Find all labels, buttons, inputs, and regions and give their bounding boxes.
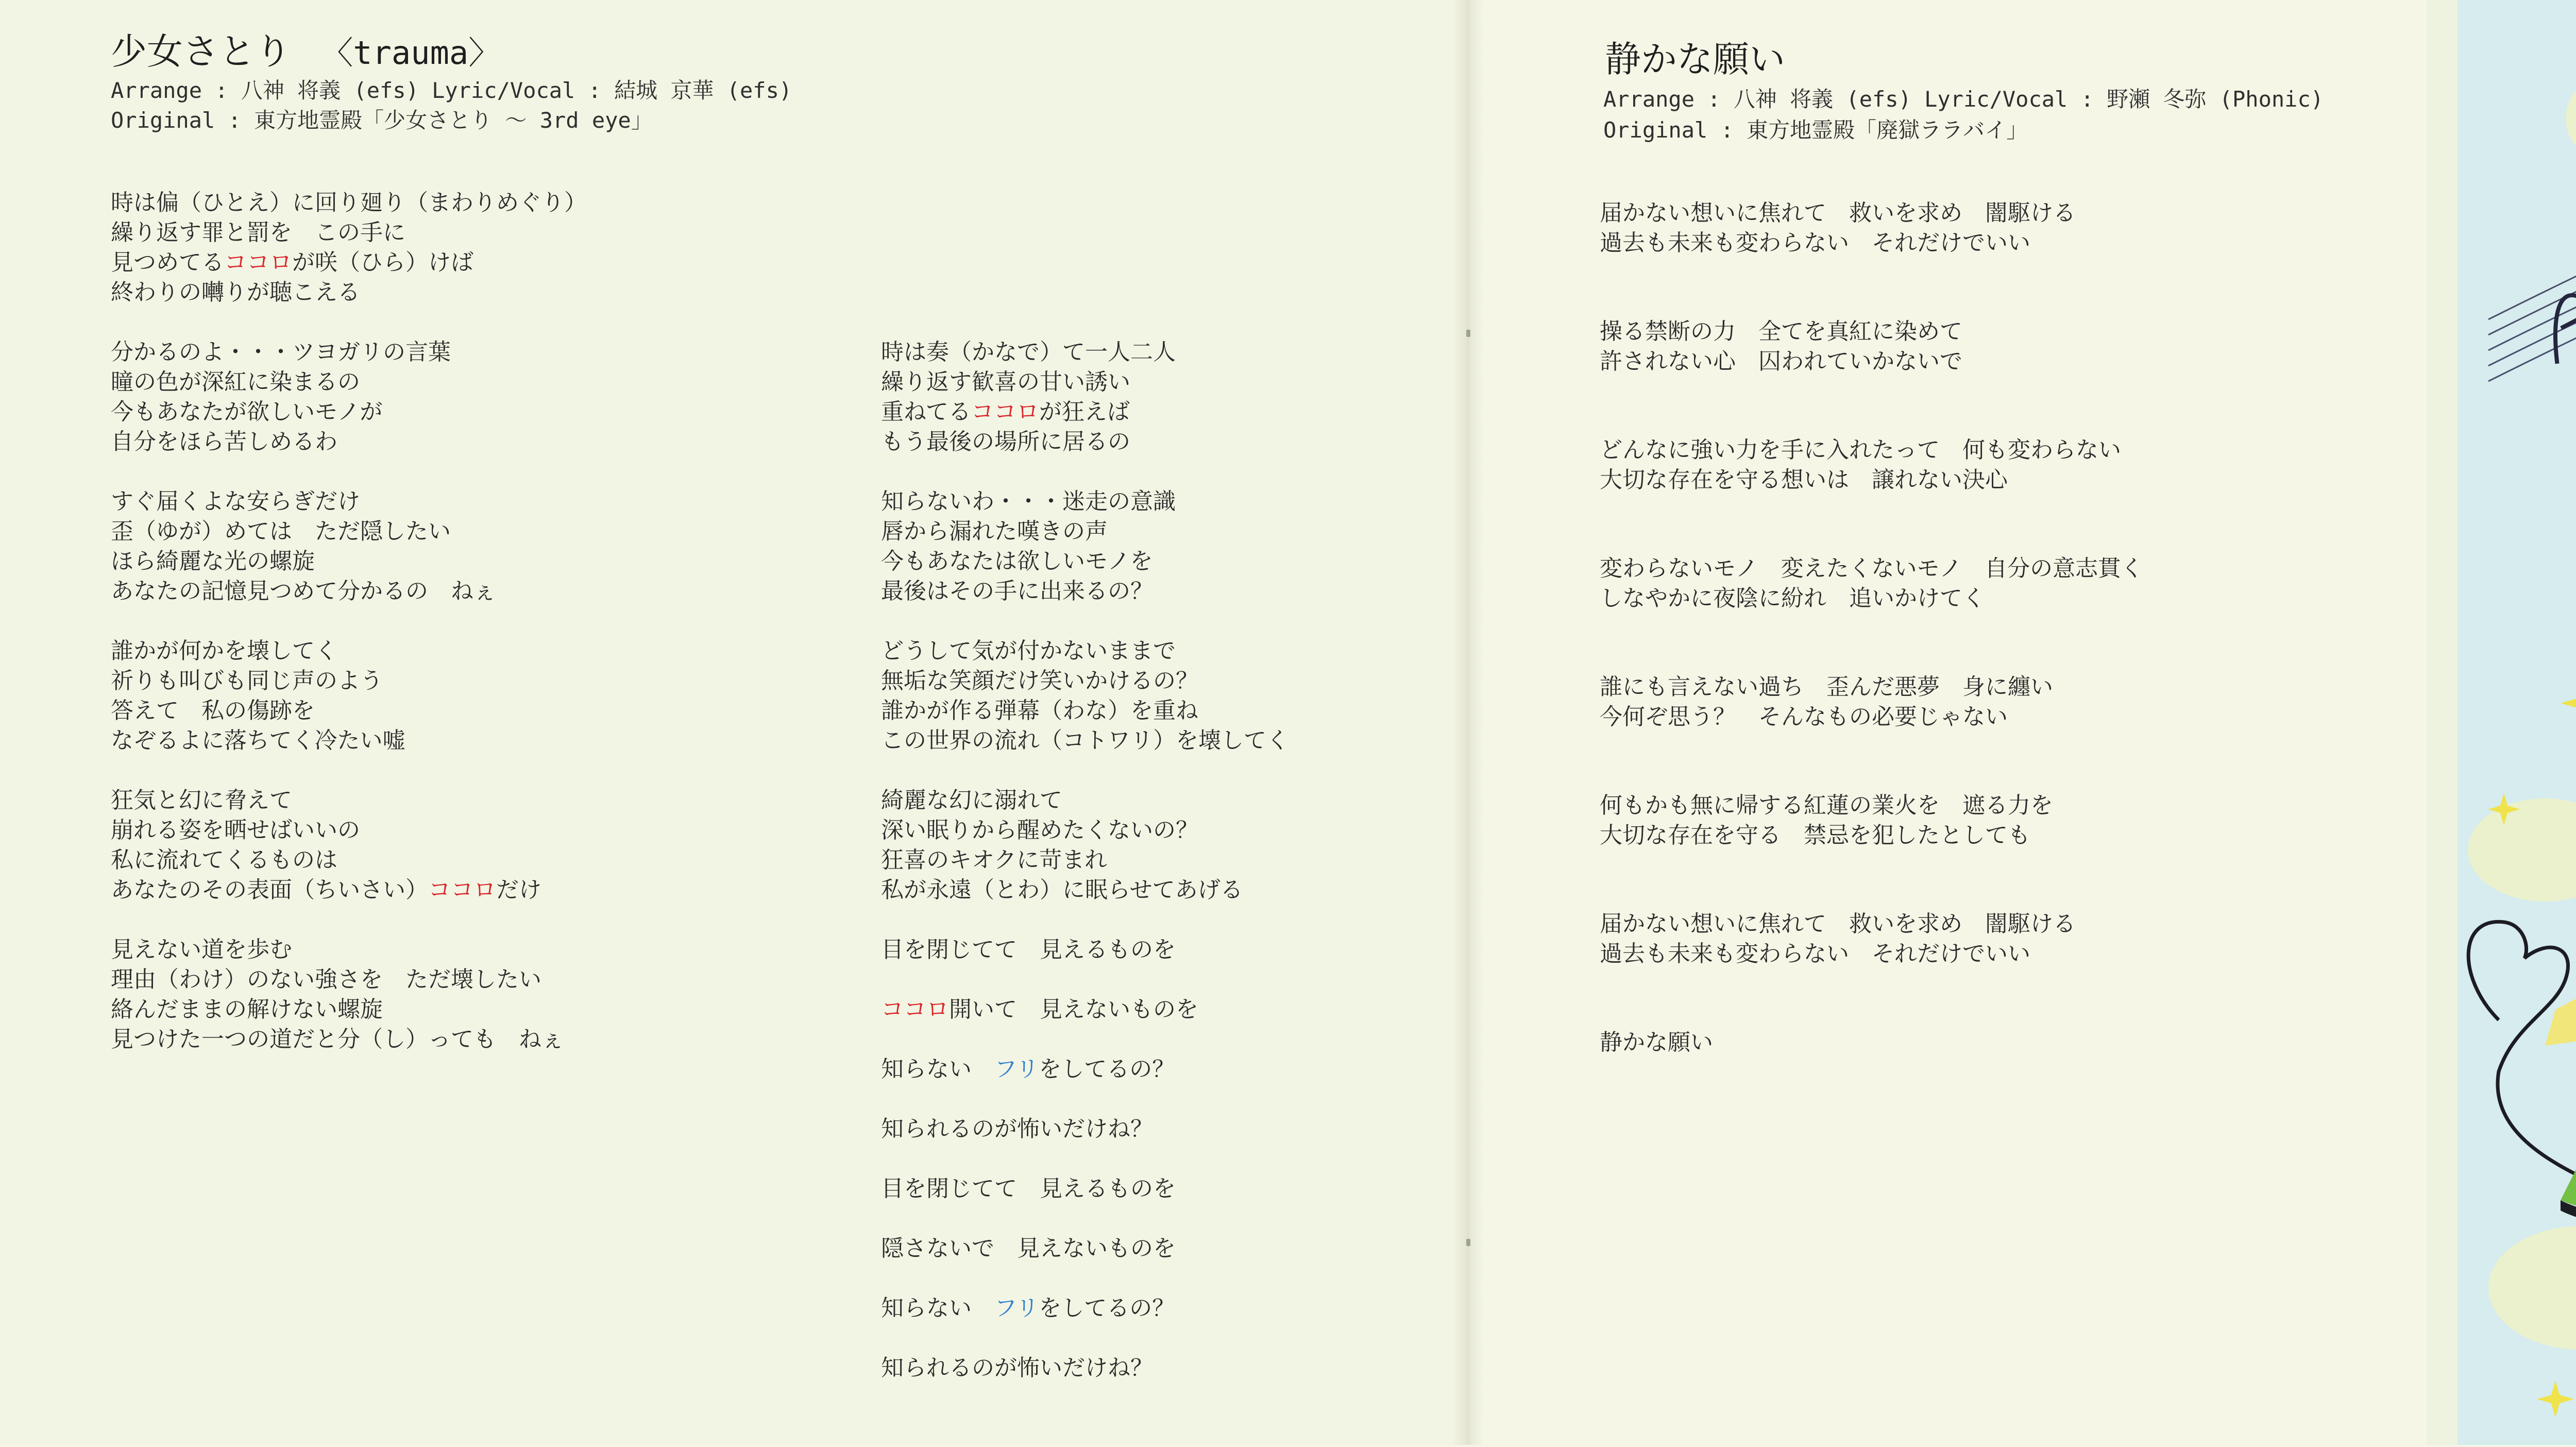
lyric-text: 知らない — [881, 1295, 994, 1321]
lyric-line: 大切な存在を守る想いは 譲れない決心 — [1600, 467, 2008, 493]
lyric-line — [881, 427, 1289, 457]
lyric-line: どんなに強い力を手に入れたって 何も変わらない — [1600, 437, 2121, 463]
lyric-line — [111, 815, 587, 845]
lyric-line — [111, 845, 587, 875]
left-song-arrange-credit: Arrange : 八神 将義 (efs) Lyric/Vocal : 結城 京華 (efs) — [111, 78, 792, 103]
lyric-text: すぐ届くよな安らぎだけ — [111, 488, 360, 515]
cover-art-illustration — [2427, 0, 2576, 1445]
lyric-stanza — [111, 935, 587, 1054]
lyric-line — [111, 487, 587, 517]
right-song-original-credit: Original : 東方地霊殿「廃獄ララバイ」 — [1603, 117, 2028, 143]
lyric-line — [881, 845, 1289, 875]
lyric-text: 重ねてる — [881, 399, 971, 425]
lyric-text: 分かるのよ・・・ツヨガリの言葉 — [111, 339, 451, 365]
lyric-stanza — [881, 1114, 1289, 1144]
lyric-stanza — [111, 337, 587, 457]
lyric-line — [881, 786, 1289, 815]
highlighted-word-red: ココロ — [881, 996, 949, 1023]
lyric-text: 知らない — [881, 1056, 994, 1082]
lyric-text: 狂気と幻に脅えて — [111, 787, 292, 813]
lyric-text: 隠さないで 見えないものを — [881, 1235, 1176, 1262]
lyric-stanza — [1600, 435, 2143, 495]
lyric-line — [111, 337, 587, 367]
lyric-line — [881, 487, 1289, 517]
lyric-text: 崩れる姿を晒せばいいの — [111, 817, 360, 843]
lyric-text: 終わりの囀りが聴こえる — [111, 279, 360, 305]
lyric-text: 今もあなたは欲しいモノを — [881, 548, 1153, 574]
lyric-line — [111, 636, 587, 666]
lyric-line — [111, 1025, 587, 1054]
lyric-stanza — [1600, 554, 2143, 614]
lyric-line — [111, 965, 587, 995]
lyric-text: 絡んだままの解けない螺旋 — [111, 996, 383, 1023]
lyric-text: 私が永遠（とわ）に眠らせてあげる — [881, 877, 1243, 903]
lyric-line — [881, 397, 1289, 427]
booklet-spine — [1453, 0, 1484, 1445]
lyric-text: 見つめてる — [111, 249, 224, 276]
lyric-stanza — [1600, 672, 2143, 732]
lyric-text: 知られるのが怖いだけね？ — [881, 1355, 1153, 1381]
lyric-text: 私に流れてくるものは — [111, 847, 337, 873]
lyric-line — [881, 337, 1289, 367]
lyric-text: 見えない道を歩む — [111, 937, 292, 963]
lyric-stanza — [881, 1234, 1289, 1264]
lyric-line — [111, 248, 587, 278]
lyric-line — [881, 517, 1289, 547]
highlighted-word-red: ココロ — [224, 249, 292, 276]
lyric-line — [881, 367, 1289, 397]
lyric-line — [881, 1353, 1289, 1383]
lyric-stanza — [1600, 791, 2143, 850]
lyric-line — [111, 935, 587, 965]
lyric-line: 操る禁断の力 全てを真紅に染めて — [1600, 318, 1962, 345]
lyric-line: 静かな願い — [1600, 1029, 1713, 1056]
lyric-stanza — [1600, 198, 2143, 258]
lyric-line — [881, 666, 1289, 696]
lyric-line — [111, 875, 587, 905]
lyric-text: だけ — [496, 877, 541, 903]
left-song-original-credit: Original : 東方地霊殿「少女さとり ～ 3rd eye」 — [111, 108, 653, 133]
lyric-line — [881, 1293, 1289, 1323]
highlighted-word-red: ココロ — [971, 399, 1039, 425]
lyric-line: 許されない心 囚われていかないで — [1600, 348, 1962, 374]
lyric-stanza — [111, 786, 587, 905]
lyric-stanza — [881, 935, 1289, 965]
lyric-line — [881, 875, 1289, 905]
lyric-line — [881, 1174, 1289, 1204]
lyric-line — [111, 995, 587, 1025]
lyric-line — [111, 367, 587, 397]
lyric-stanza — [111, 487, 587, 606]
lyric-line — [881, 1114, 1289, 1144]
lyric-stanza — [881, 1353, 1289, 1383]
spine-staple — [1466, 1239, 1470, 1246]
lyric-line — [881, 636, 1289, 666]
lyric-line — [881, 935, 1289, 965]
lyric-stanza — [1600, 1028, 2143, 1058]
lyric-text: あなたの記憶見つめて分かるの ねぇ — [111, 578, 496, 604]
lyric-line: 過去も未来も変わらない それだけでいい — [1600, 941, 2030, 967]
spine-staple — [1466, 330, 1470, 337]
lyric-stanza — [881, 636, 1289, 756]
lyric-text: 知られるのが怖いだけね？ — [881, 1116, 1153, 1142]
lyric-text: 繰り返す歓喜の甘い誘い — [881, 369, 1130, 395]
lyric-text: 答えて 私の傷跡を — [111, 697, 315, 724]
lyric-text: 今もあなたが欲しいモノが — [111, 399, 383, 425]
lyric-line — [111, 696, 587, 726]
song-title-text: 少女さとり — [111, 30, 291, 73]
lyric-text: 目を閉じてて 見えるものを — [881, 1176, 1176, 1202]
lyric-line: 誰にも言えない過ち 歪んだ悪夢 身に纏い — [1600, 674, 2053, 700]
lyric-stanza — [111, 188, 587, 308]
lyric-text: 目を閉じてて 見えるものを — [881, 937, 1176, 963]
right-song-arrange-credit: Arrange : 八神 将義 (efs) Lyric/Vocal : 野瀬 冬弥 (Phonic) — [1603, 87, 2324, 112]
highlighted-word-blue: フリ — [994, 1295, 1039, 1321]
lyric-line — [881, 547, 1289, 576]
lyric-text: 祈りも叫びも同じ声のよう — [111, 668, 383, 694]
cover-art-panel — [2427, 0, 2576, 1445]
lyric-line: 届かない想いに焦れて 救いを求め 闇駆ける — [1600, 200, 2076, 226]
right-song-title: 静かな願い — [1605, 38, 1785, 80]
song-subtitle: 〈trauma〉 — [321, 34, 501, 72]
lyric-text: もう最後の場所に居るの — [881, 429, 1130, 455]
lyric-text: をしてるの？ — [1039, 1056, 1175, 1082]
lyric-text: 最後はその手に出来るの？ — [881, 578, 1153, 604]
lyric-line — [111, 278, 587, 308]
lyric-stanza — [881, 995, 1289, 1025]
lyric-line: 今何ぞ思う？ そんなもの必要じゃない — [1600, 704, 2008, 730]
lyric-stanza — [881, 1293, 1289, 1323]
lyric-text: 唇から漏れた嘆きの声 — [881, 518, 1108, 544]
highlighted-word-red: ココロ — [428, 877, 496, 903]
lyric-line — [881, 576, 1289, 606]
right-song-lyrics — [1600, 198, 2143, 1116]
lyric-text: 狂喜のキオクに苛まれ — [881, 847, 1108, 873]
lyric-line — [111, 786, 587, 815]
lyric-text: どうして気が付かないままで — [881, 638, 1176, 664]
lyric-line: 大切な存在を守る 禁忌を犯したとしても — [1600, 822, 2030, 848]
lyric-text: 自分をほら苦しめるわ — [111, 429, 337, 455]
lyric-line — [881, 995, 1289, 1025]
lyric-line — [111, 547, 587, 576]
lyric-line — [111, 726, 587, 756]
lyric-stanza — [1600, 317, 2143, 377]
lyric-line — [111, 576, 587, 606]
lyric-line: しなやかに夜陰に紛れ 追いかけてく — [1600, 585, 1985, 611]
lyric-text: が咲（ひら）けば — [292, 249, 473, 276]
lyric-line — [111, 427, 587, 457]
lyric-text: この世界の流れ（コトワリ）を壊してく — [881, 727, 1289, 754]
lyric-line — [881, 726, 1289, 756]
lyric-text: 時は奏（かなで）て一人二人 — [881, 339, 1176, 365]
lyric-stanza — [881, 337, 1289, 457]
lyric-line — [881, 1234, 1289, 1264]
lyric-text: 時は偏（ひとえ）に回り廻り（まわりめぐり） — [111, 190, 587, 216]
lyric-line: 変わらないモノ 変えたくないモノ 自分の意志貫く — [1600, 555, 2144, 582]
left-song-lyrics-column-1 — [111, 188, 587, 1084]
lyric-text: なぞるよに落ちてく冷たい嘘 — [111, 727, 405, 754]
lyric-line — [111, 397, 587, 427]
lyric-text: をしてるの？ — [1039, 1295, 1175, 1321]
lyric-text: が狂えば — [1039, 399, 1130, 425]
lyric-stanza — [1600, 909, 2143, 969]
lyric-line — [111, 188, 587, 218]
lyric-text: 誰かが何かを壊してく — [111, 638, 337, 664]
lyric-stanza — [881, 1054, 1289, 1084]
lyric-text: ほら綺麗な光の螺旋 — [111, 548, 315, 574]
lyric-text: あなたのその表面（ちいさい） — [111, 877, 428, 903]
lyric-line — [111, 517, 587, 547]
lyric-text: 開いて 見えないものを — [949, 996, 1198, 1023]
lyric-stanza — [881, 786, 1289, 905]
lyric-text: 歪（ゆが）めては ただ隠したい — [111, 518, 451, 544]
lyric-line: 過去も未来も変わらない それだけでいい — [1600, 230, 2030, 256]
lyric-text: 見つけた一つの道だと分（し）っても ねぇ — [111, 1026, 564, 1052]
lyric-line — [111, 666, 587, 696]
lyric-stanza — [881, 1174, 1289, 1204]
left-song-lyrics-column-2 — [881, 337, 1289, 1413]
lyric-line — [881, 815, 1289, 845]
lyric-line — [881, 696, 1289, 726]
lyric-line — [111, 218, 587, 248]
lyric-text: 綺麗な幻に溺れて — [881, 787, 1062, 813]
lyric-text: 深い眠りから醒めたくないの？ — [881, 817, 1198, 843]
lyric-text: 知らないわ・・・迷走の意識 — [881, 488, 1176, 515]
lyric-line: 何もかも無に帰する紅蓮の業火を 遮る力を — [1600, 792, 2053, 819]
lyric-text: 理由（わけ）のない強さを ただ壊したい — [111, 966, 541, 993]
left-song-title — [111, 28, 500, 76]
lyric-text: 瞳の色が深紅に染まるの — [111, 369, 360, 395]
lyric-text: 繰り返す罪と罰を この手に — [111, 219, 405, 246]
highlighted-word-blue: フリ — [994, 1056, 1039, 1082]
lyric-line — [881, 1054, 1289, 1084]
lyric-text: 無垢な笑顔だけ笑いかけるの？ — [881, 668, 1198, 694]
lyric-text: 誰かが作る弾幕（わな）を重ね — [881, 697, 1198, 724]
lyric-stanza — [111, 636, 587, 756]
lyric-stanza — [881, 487, 1289, 606]
lyric-line: 届かない想いに焦れて 救いを求め 闇駆ける — [1600, 911, 2076, 937]
